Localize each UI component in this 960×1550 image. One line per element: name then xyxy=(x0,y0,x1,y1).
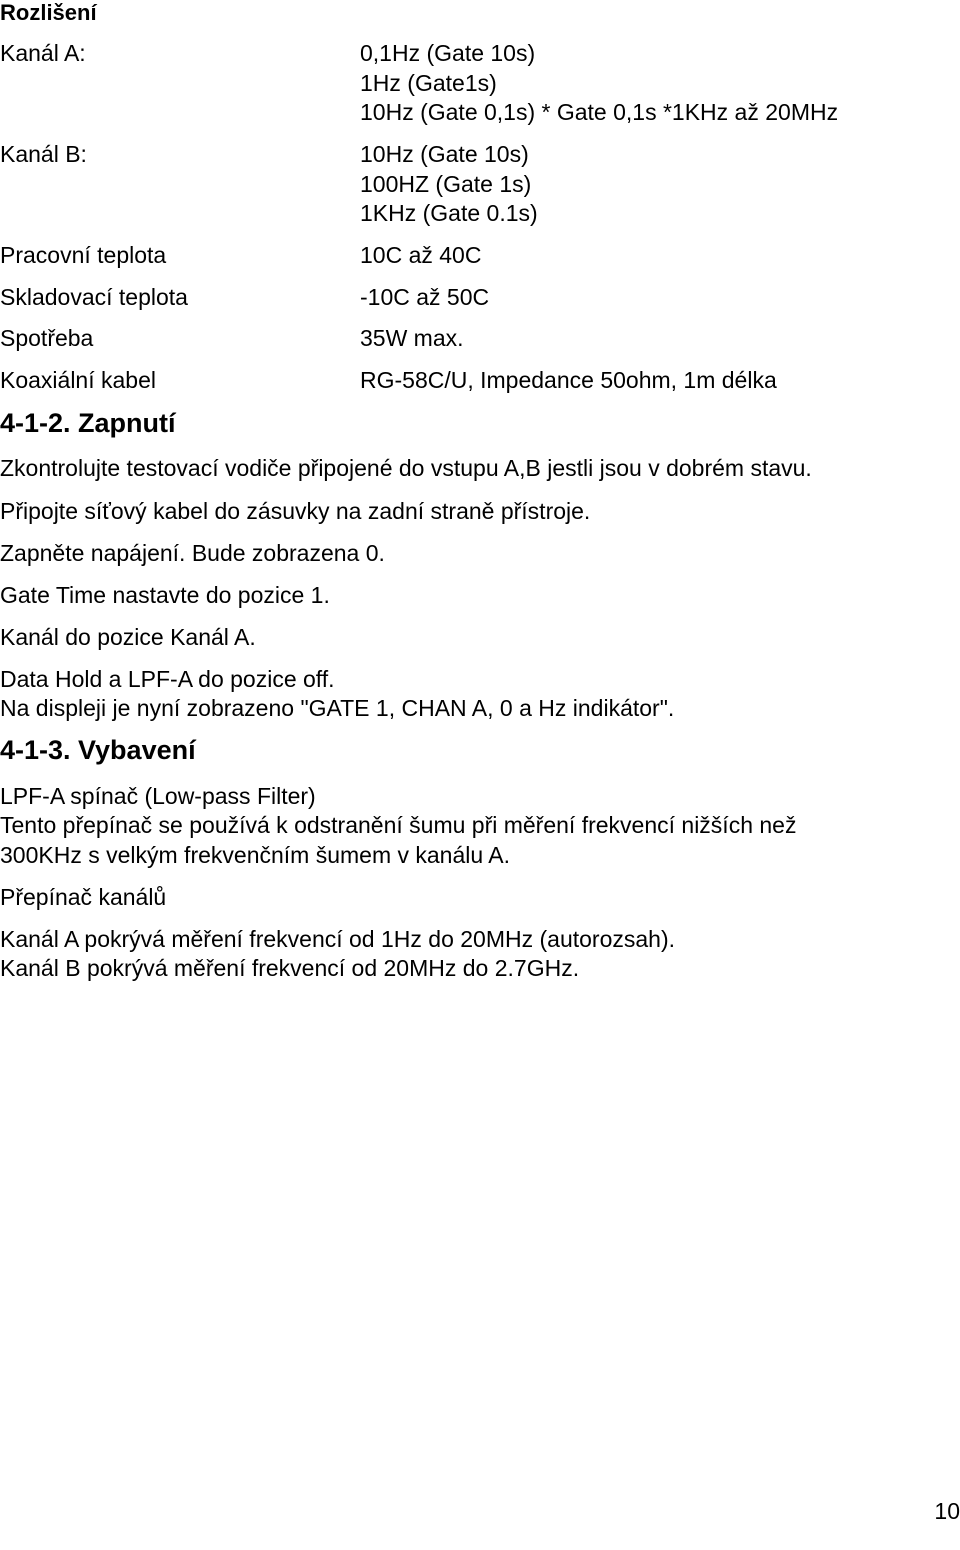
spec-value-consumption: 35W max. xyxy=(360,325,464,351)
spec-label-consumption: Spotřeba xyxy=(0,325,94,351)
spec-value-channel-a-3: 10Hz (Gate 0,1s) * Gate 0,1s *1KHz až 20MHz xyxy=(360,99,839,125)
equipment-line: Kanál B pokrývá měření frekvencí od 20MHz do 2.7GHz. xyxy=(0,955,580,981)
section-title-equipment: 4-1-3. Vybavení xyxy=(0,735,196,765)
spec-value-storage-temp: -10C až 50C xyxy=(360,284,490,310)
power-instruction-line: Zapněte napájení. Bude zobrazena 0. xyxy=(0,540,385,566)
equipment-line: LPF-A spínač (Low-pass Filter) xyxy=(0,783,316,809)
spec-value-operating-temp: 10C až 40C xyxy=(360,242,482,268)
spec-label-storage-temp: Skladovací teplota xyxy=(0,284,188,310)
power-instruction-line: Kanál do pozice Kanál A. xyxy=(0,624,256,650)
equipment-line: Tento přepínač se používá k odstranění šumu při měření frekvencí nižších než xyxy=(0,812,797,838)
spec-label-coax-cable: Koaxiální kabel xyxy=(0,367,156,393)
page-number: 10 xyxy=(934,1498,960,1524)
section-title-power-on: 4-1-2. Zapnutí xyxy=(0,408,176,438)
power-instruction-line: Zkontrolujte testovací vodiče připojené do vstupu A,B jestli jsou v dobrém stavu. xyxy=(0,455,812,481)
equipment-line: Přepínač kanálů xyxy=(0,884,167,910)
equipment-line: 300KHz s velkým frekvenčním šumem v kanálu A. xyxy=(0,842,511,868)
power-instruction-line: Na displeji je nyní zobrazeno "GATE 1, CHAN A, 0 a Hz indikátor". xyxy=(0,695,675,721)
spec-value-coax-cable: RG-58C/U, Impedance 50ohm, 1m délka xyxy=(360,367,777,393)
spec-value-channel-b-3: 1KHz (Gate 0.1s) xyxy=(360,200,538,226)
power-instruction-line: Gate Time nastavte do pozice 1. xyxy=(0,582,330,608)
spec-value-channel-b-1: 10Hz (Gate 10s) xyxy=(360,141,529,167)
power-instruction-line: Připojte síťový kabel do zásuvky na zadní straně přístroje. xyxy=(0,498,591,524)
power-instruction-line: Data Hold a LPF-A do pozice off. xyxy=(0,666,335,692)
spec-value-channel-a-1: 0,1Hz (Gate 10s) xyxy=(360,40,536,66)
spec-label-channel-b: Kanál B: xyxy=(0,141,87,167)
spec-label-channel-a: Kanál A: xyxy=(0,40,86,66)
spec-value-channel-b-2: 100HZ (Gate 1s) xyxy=(360,171,532,197)
spec-label-operating-temp: Pracovní teplota xyxy=(0,242,167,268)
section-heading-resolution: Rozlišení xyxy=(0,0,97,25)
equipment-line: Kanál A pokrývá měření frekvencí od 1Hz do 20MHz (autorozsah). xyxy=(0,926,675,952)
spec-value-channel-a-2: 1Hz (Gate1s) xyxy=(360,70,497,96)
